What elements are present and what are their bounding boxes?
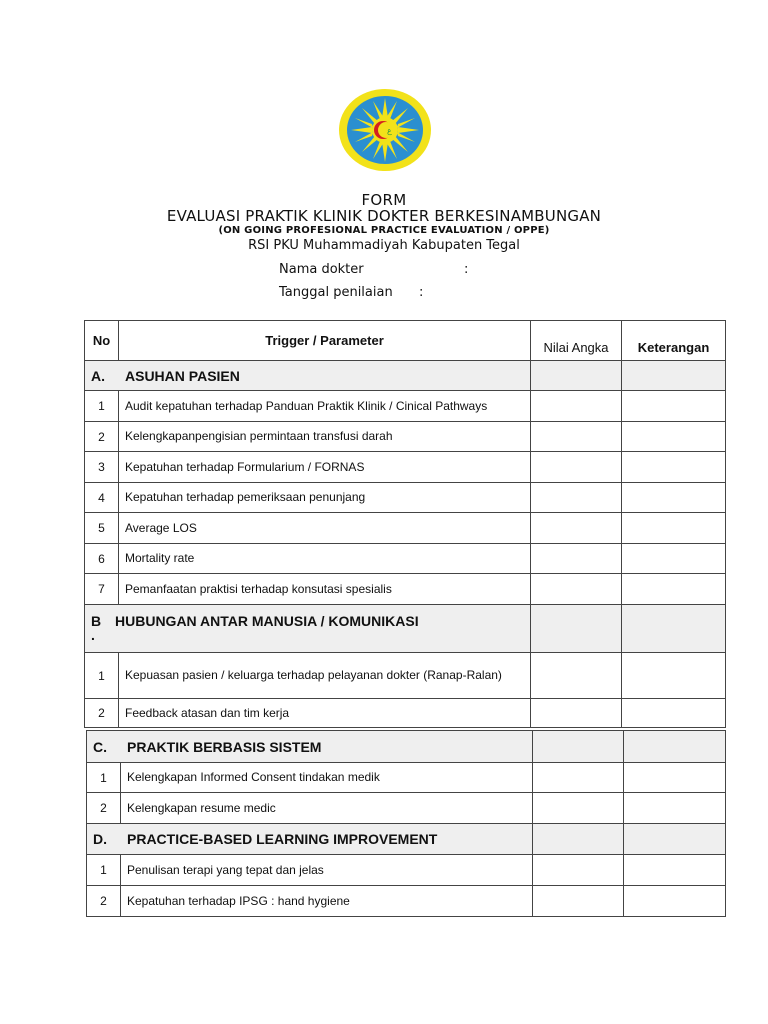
row-number: 1 — [85, 391, 119, 422]
row-parameter: Kepatuhan terhadap IPSG : hand hygiene — [121, 886, 533, 917]
section-b-notes-cell[interactable] — [622, 605, 726, 653]
doctor-name-colon: : — [464, 262, 469, 277]
section-c-heading — [87, 731, 533, 763]
row-number: 3 — [85, 452, 119, 483]
table-row — [85, 653, 726, 699]
table-row — [85, 452, 726, 483]
notes-cell[interactable] — [624, 763, 726, 793]
section-d-heading — [87, 824, 533, 855]
section-a-heading — [85, 361, 531, 391]
header-parameter: Trigger / Parameter — [119, 321, 531, 361]
table-row — [85, 483, 726, 513]
table-row — [85, 391, 726, 422]
evaluation-table-part-1 — [84, 320, 726, 728]
doctor-name-label: Nama dokter — [279, 262, 364, 277]
form-subtitle: (ON GOING PROFESIONAL PRACTICE EVALUATION / OPPE) — [218, 225, 550, 236]
section-a-notes-cell[interactable] — [622, 361, 726, 391]
score-cell[interactable] — [531, 452, 622, 483]
row-parameter: Kelengkapan resume medic — [121, 793, 533, 824]
section-d-score-cell[interactable] — [533, 824, 624, 855]
svg-text:ع: ع — [387, 126, 392, 135]
table-row — [87, 763, 726, 793]
table-row — [85, 574, 726, 605]
notes-cell[interactable] — [624, 886, 726, 917]
notes-cell[interactable] — [622, 574, 726, 605]
form-title: EVALUASI PRAKTIK KLINIK DOKTER BERKESINAMBUNGAN — [166, 207, 602, 225]
table-row — [85, 699, 726, 728]
notes-cell[interactable] — [622, 391, 726, 422]
institution-name: RSI PKU Muhammadiyah Kabupaten Tegal — [248, 238, 520, 253]
notes-cell[interactable] — [622, 699, 726, 728]
score-cell[interactable] — [533, 855, 624, 886]
score-cell[interactable] — [533, 793, 624, 824]
row-parameter: Audit kepatuhan terhadap Panduan Praktik Klinik / Cinical Pathways — [119, 391, 531, 422]
row-number: 5 — [85, 513, 119, 544]
section-b-row — [85, 605, 726, 653]
row-parameter: Kelengkapan Informed Consent tindakan medik — [121, 763, 533, 793]
row-parameter: Feedback atasan dan tim kerja — [119, 699, 531, 728]
row-parameter: Penulisan terapi yang tepat dan jelas — [121, 855, 533, 886]
section-b-letter-text: B — [91, 613, 102, 629]
row-number: 2 — [85, 699, 119, 728]
section-b-letter-dot: . — [91, 627, 95, 643]
muhammadiyah-logo-icon — [338, 88, 432, 172]
table-row — [85, 544, 726, 574]
section-a-score-cell[interactable] — [531, 361, 622, 391]
notes-cell[interactable] — [624, 793, 726, 824]
score-cell[interactable] — [533, 763, 624, 793]
table-row — [87, 886, 726, 917]
section-a-title: ASUHAN PASIEN — [125, 367, 240, 384]
header-notes: Keterangan — [622, 321, 726, 361]
section-b-title: HUBUNGAN ANTAR MANUSIA / KOMUNIKASI — [115, 613, 419, 629]
score-cell[interactable] — [533, 886, 624, 917]
row-number: 6 — [85, 544, 119, 574]
row-number: 2 — [85, 422, 119, 452]
assessment-date-field — [279, 285, 424, 300]
section-d-title: PRACTICE-BASED LEARNING IMPROVEMENT — [127, 831, 438, 847]
table-row — [85, 422, 726, 452]
row-parameter: Mortality rate — [119, 544, 531, 574]
section-b-score-cell[interactable] — [531, 605, 622, 653]
score-cell[interactable] — [531, 699, 622, 728]
row-parameter: Kepatuhan terhadap Formularium / FORNAS — [119, 452, 531, 483]
row-number: 1 — [85, 653, 119, 699]
evaluation-table-part-2 — [86, 730, 726, 917]
score-cell[interactable] — [531, 513, 622, 544]
row-number: 4 — [85, 483, 119, 513]
section-c-row — [87, 731, 726, 763]
row-parameter: Kepuasan pasien / keluarga terhadap pelayanan dokter (Ranap-Ralan) — [119, 653, 531, 699]
section-d-row — [87, 824, 726, 855]
row-parameter: Kelengkapanpengisian permintaan transfusi darah — [119, 422, 531, 452]
header-no: No — [85, 321, 119, 361]
row-number: 2 — [87, 793, 121, 824]
score-cell[interactable] — [531, 391, 622, 422]
assessment-date-colon: : — [419, 285, 424, 300]
doctor-name-field — [279, 262, 469, 277]
notes-cell[interactable] — [622, 452, 726, 483]
section-d-notes-cell[interactable] — [624, 824, 726, 855]
section-a-letter: A. — [91, 367, 105, 384]
score-cell[interactable] — [531, 483, 622, 513]
section-c-score-cell[interactable] — [533, 731, 624, 763]
section-b-heading — [85, 605, 531, 653]
table-row — [87, 855, 726, 886]
notes-cell[interactable] — [622, 653, 726, 699]
row-parameter: Pemanfaatan praktisi terhadap konsutasi spesialis — [119, 574, 531, 605]
row-parameter: Average LOS — [119, 513, 531, 544]
section-a-row — [85, 361, 726, 391]
score-cell[interactable] — [531, 574, 622, 605]
notes-cell[interactable] — [622, 544, 726, 574]
section-d-letter: D. — [93, 831, 107, 847]
table-row — [87, 793, 726, 824]
table-header-row — [85, 321, 726, 361]
notes-cell[interactable] — [622, 513, 726, 544]
score-cell[interactable] — [531, 653, 622, 699]
row-number: 7 — [85, 574, 119, 605]
table-row — [85, 513, 726, 544]
notes-cell[interactable] — [624, 855, 726, 886]
notes-cell[interactable] — [622, 483, 726, 513]
row-parameter: Kepatuhan terhadap pemeriksaan penunjang — [119, 483, 531, 513]
row-number: 2 — [87, 886, 121, 917]
row-number: 1 — [87, 763, 121, 793]
section-c-notes-cell[interactable] — [624, 731, 726, 763]
section-c-letter: C. — [93, 738, 107, 755]
form-label: FORM — [361, 191, 407, 209]
row-number: 1 — [87, 855, 121, 886]
header-score: Nilai Angka — [531, 321, 622, 361]
section-c-title: PRAKTIK BERBASIS SISTEM — [127, 738, 322, 755]
score-cell[interactable] — [531, 422, 622, 452]
assessment-date-label: Tanggal penilaian — [279, 285, 393, 300]
notes-cell[interactable] — [622, 422, 726, 452]
section-b-letter — [91, 614, 115, 642]
score-cell[interactable] — [531, 544, 622, 574]
